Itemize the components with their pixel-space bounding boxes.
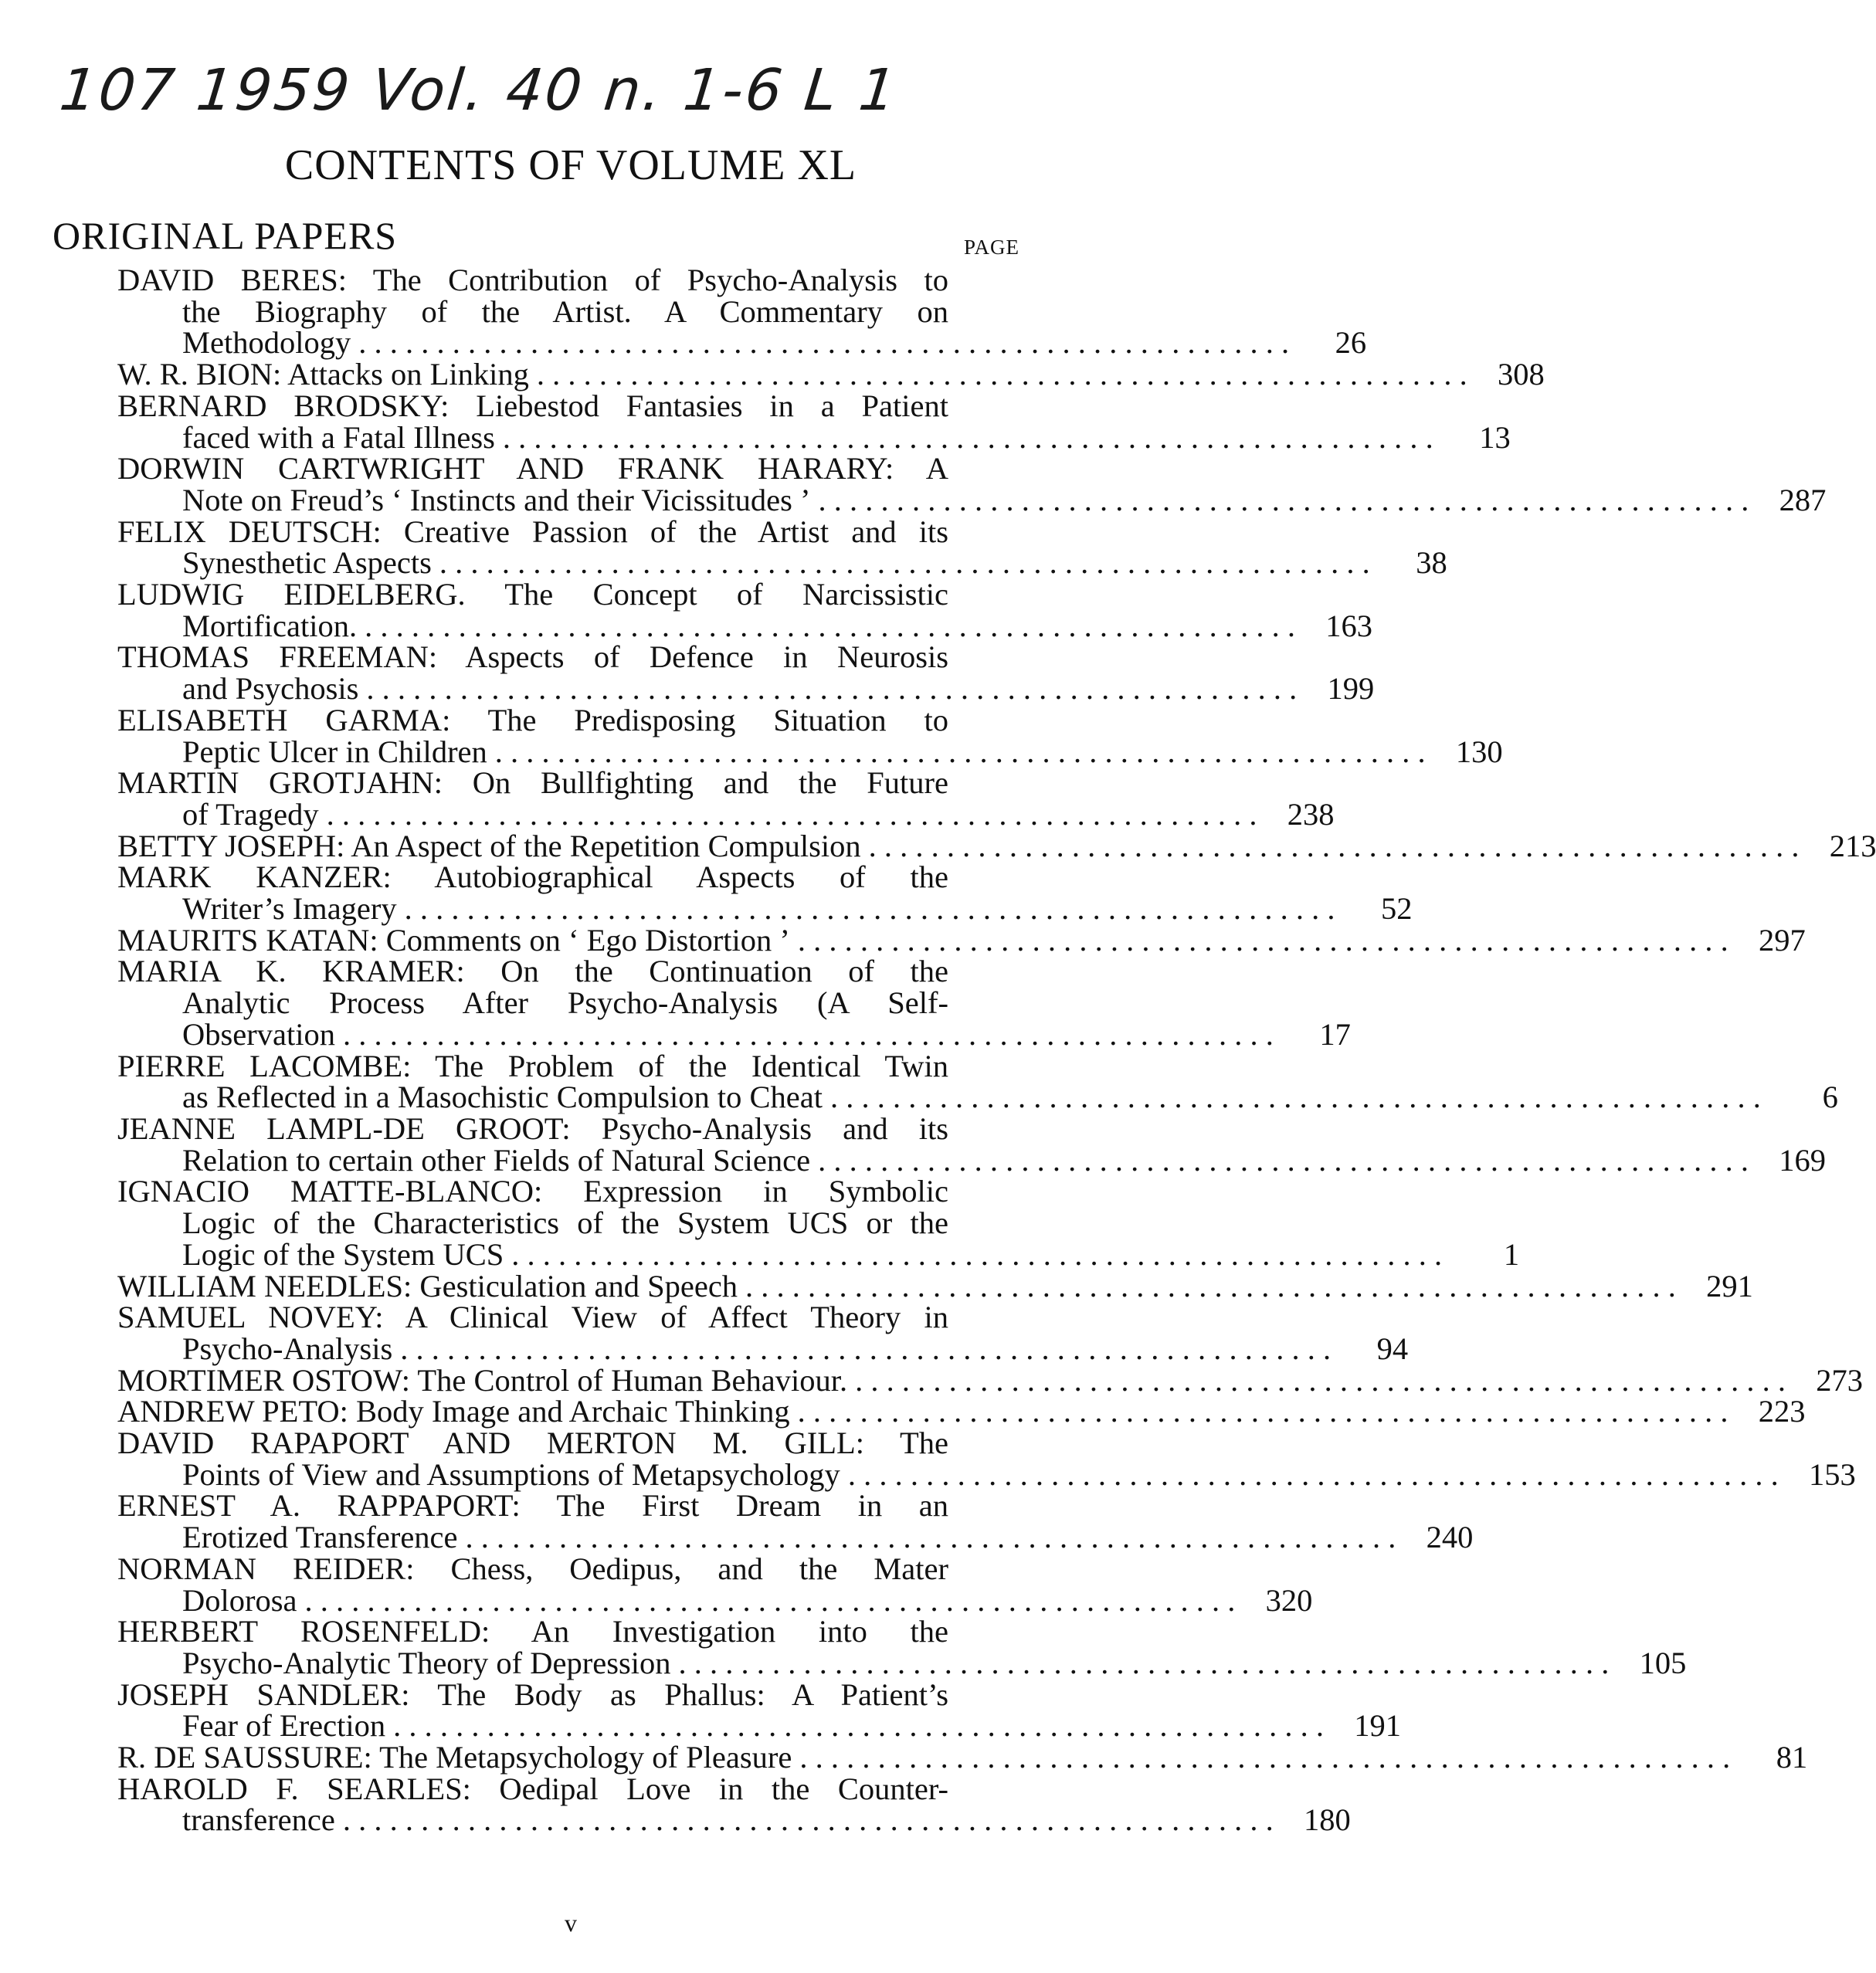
entry-title-text: Writer’s Imagery	[182, 891, 397, 927]
entry-title-text: Erotized Transference	[182, 1520, 458, 1555]
entry-first-line: JOSEPH SANDLER: The Body as Phallus: A Patient’s	[117, 1676, 948, 1712]
entry-title-text: BETTY JOSEPH: An Aspect of the Repetition Compulsion	[117, 828, 861, 863]
entry-page-number: 297	[1759, 922, 1806, 958]
dot-leader: . . . . . . . . . . . . . . . . . . . . . . . . . . . . . . . . . . . . . . . . . . . . . . . . . . . . . . . . . . . .	[404, 891, 1335, 927]
page-title: CONTENTS OF VOLUME XL	[284, 141, 857, 189]
dot-leader: . . . . . . . . . . . . . . . . . . . . . . . . . . . . . . . . . . . . . . . . . . . . . . . . . . . . . . . . . . . .	[465, 1520, 1396, 1555]
contents-entry	[117, 859, 1413, 927]
contents-entry	[117, 357, 1545, 392]
entry-title-text: W. R. BION: Attacks on Linking	[117, 357, 529, 392]
entry-title-line	[117, 545, 1447, 581]
entry-first-line: SAMUEL NOVEY: A Clinical View of Affect Theory in	[117, 1300, 948, 1335]
contents-entry	[117, 1771, 1351, 1838]
entry-title-line	[117, 796, 1335, 832]
dot-leader: . . . . . . . . . . . . . . . . . . . . . . . . . . . . . . . . . . . . . . . . . . . . . . . . . . . . . . . . . . . .	[400, 1331, 1332, 1366]
entry-page-number: 94	[1376, 1331, 1409, 1366]
entry-title-text: Mortification.	[182, 608, 358, 643]
entry-first-line: LUDWIG EIDELBERG. The Concept of Narcissistic	[117, 577, 948, 612]
entry-title-text: faced with a Fatal Illness	[182, 419, 495, 455]
entry-first-line: MARTIN GROTJAHN: On Bullfighting and the Future	[117, 765, 948, 801]
entry-continuation-line: the Biography of the Artist. A Commentary on	[182, 293, 948, 329]
contents-entry	[117, 1300, 1409, 1366]
contents-entry	[117, 1362, 1864, 1398]
entry-title-text: transference	[182, 1802, 335, 1838]
entry-title-line	[117, 734, 1503, 769]
contents-entry	[117, 451, 1827, 517]
dot-leader: . . . . . . . . . . . . . . . . . . . . . . . . . . . . . . . . . . . . . . . . . . . . . . . . . . . . . . . . . . . .	[502, 419, 1433, 455]
entry-page-number: 163	[1325, 608, 1372, 643]
entry-page-number: 320	[1265, 1582, 1313, 1618]
entry-page-number: 169	[1779, 1142, 1826, 1178]
contents-entry	[117, 263, 1367, 361]
dot-leader: . . . . . . . . . . . . . . . . . . . . . . . . . . . . . . . . . . . . . . . . . . . . . . . . . . . . . . . . . . . .	[799, 1740, 1731, 1775]
dot-leader: . . . . . . . . . . . . . . . . . . . . . . . . . . . . . . . . . . . . . . . . . . . . . . . . . . . . . . . . . . . .	[855, 1362, 1786, 1398]
entry-page-number: 1	[1503, 1236, 1520, 1272]
dot-leader: . . . . . . . . . . . . . . . . . . . . . . . . . . . . . . . . . . . . . . . . . . . . . . . . . . . . . . . . . . . .	[439, 545, 1370, 581]
dot-leader: . . . . . . . . . . . . . . . . . . . . . . . . . . . . . . . . . . . . . . . . . . . . . . . . . . . . . . . . . . . .	[366, 671, 1298, 707]
entry-first-line: DORWIN CARTWRIGHT AND FRANK HARARY: A	[117, 451, 948, 486]
contents-entry	[117, 1488, 1474, 1555]
entry-title-line	[117, 1520, 1474, 1555]
dot-leader: . . . . . . . . . . . . . . . . . . . . . . . . . . . . . . . . . . . . . . . . . . . . . . . . . . . . . . . . . . . .	[326, 796, 1257, 832]
dot-leader: . . . . . . . . . . . . . . . . . . . . . . . . . . . . . . . . . . . . . . . . . . . . . . . . . . . . . . . . . . . .	[868, 828, 1800, 863]
page-column-heading: PAGE	[963, 236, 1019, 259]
entry-title-text: Relation to certain other Fields of Natural Science	[182, 1142, 811, 1178]
entry-page-number: 38	[1416, 545, 1447, 581]
entry-page-number: 291	[1706, 1268, 1753, 1303]
entry-first-line: FELIX DEUTSCH: Creative Passion of the Artist and its	[117, 514, 948, 549]
entry-title-line	[117, 1394, 1806, 1429]
contents-entry	[117, 1174, 1520, 1272]
entry-first-line: IGNACIO MATTE-BLANCO: Expression in Symbolic	[117, 1174, 948, 1209]
entry-title-text: Peptic Ulcer in Children	[182, 734, 487, 769]
contents-entry	[117, 1048, 1838, 1115]
entry-title-line	[117, 419, 1511, 455]
entry-title-line	[117, 325, 1367, 361]
entry-page-number: 105	[1639, 1645, 1687, 1680]
entry-title-text: MAURITS KATAN: Comments on ‘ Ego Distortion ’	[117, 922, 790, 958]
entry-page-number: 13	[1479, 419, 1511, 455]
entry-title-text: Fear of Erection	[182, 1708, 386, 1744]
entry-title-text: Points of View and Assumptions of Metapsychology	[182, 1456, 840, 1492]
dot-leader: . . . . . . . . . . . . . . . . . . . . . . . . . . . . . . . . . . . . . . . . . . . . . . . . . . . . . . . . . . . .	[797, 1394, 1728, 1429]
entry-page-number: 130	[1455, 734, 1503, 769]
entry-page-number: 287	[1779, 482, 1827, 517]
dot-leader: . . . . . . . . . . . . . . . . . . . . . . . . . . . . . . . . . . . . . . . . . . . . . . . . . . . . . . . . . . . .	[829, 1080, 1761, 1115]
entry-page-number: 199	[1327, 671, 1375, 707]
contents-entry	[117, 639, 1375, 707]
entry-title-text: R. DE SAUSSURE: The Metapsychology of Pleasure	[117, 1740, 792, 1775]
contents-entry	[117, 1551, 1313, 1618]
entry-page-number: 240	[1426, 1520, 1474, 1555]
entry-first-line: DAVID BERES: The Contribution of Psycho-Analysis to	[117, 263, 948, 297]
entry-page-number: 180	[1303, 1802, 1351, 1838]
entry-continuation-line: Analytic Process After Psycho-Analysis (A Self-	[182, 985, 948, 1021]
contents-entry	[117, 1614, 1687, 1680]
entry-page-number: 223	[1758, 1394, 1806, 1429]
dot-leader: . . . . . . . . . . . . . . . . . . . . . . . . . . . . . . . . . . . . . . . . . . . . . . . . . . . . . . . . . . . .	[818, 482, 1749, 517]
entry-title-text: Logic of the System UCS	[182, 1236, 504, 1272]
page-number: v	[565, 1909, 577, 1937]
entry-page-number: 238	[1287, 796, 1335, 832]
entry-title-line	[117, 1740, 1808, 1775]
entry-title-line	[117, 1362, 1864, 1398]
entry-title-line	[117, 922, 1806, 958]
contents-entry	[117, 765, 1335, 832]
dot-leader: . . . . . . . . . . . . . . . . . . . . . . . . . . . . . . . . . . . . . . . . . . . . . . . . . . . . . . . . . . . .	[511, 1236, 1443, 1272]
dot-leader: . . . . . . . . . . . . . . . . . . . . . . . . . . . . . . . . . . . . . . . . . . . . . . . . . . . . . . . . . . . .	[494, 734, 1426, 769]
entry-title-text: Note on Freud’s ‘ Instincts and their Vicissitudes ’	[182, 482, 811, 517]
entry-title-line	[117, 1708, 1402, 1744]
entry-title-line	[117, 1236, 1520, 1272]
entry-title-line	[117, 1142, 1826, 1178]
contents-entry	[117, 514, 1447, 581]
entry-title-line	[117, 891, 1413, 927]
dot-leader: . . . . . . . . . . . . . . . . . . . . . . . . . . . . . . . . . . . . . . . . . . . . . . . . . . . . . . . . . . . .	[342, 1802, 1274, 1838]
dot-leader: . . . . . . . . . . . . . . . . . . . . . . . . . . . . . . . . . . . . . . . . . . . . . . . . . . . . . . . . . . . .	[818, 1142, 1749, 1178]
contents-entry	[117, 1426, 1856, 1492]
entry-title-text: Dolorosa	[182, 1582, 297, 1618]
entry-title-text: Psycho-Analysis	[182, 1331, 393, 1366]
entry-page-number: 308	[1498, 357, 1545, 392]
dot-leader: . . . . . . . . . . . . . . . . . . . . . . . . . . . . . . . . . . . . . . . . . . . . . . . . . . . . . . . . . . . .	[797, 922, 1728, 958]
contents-entry	[117, 1394, 1806, 1429]
entry-title-line	[117, 482, 1827, 517]
entry-title-text: and Psychosis	[182, 671, 359, 707]
entry-title-line	[117, 1331, 1409, 1366]
entry-first-line: BERNARD BRODSKY: Liebestod Fantasies in a Patient	[117, 388, 948, 423]
entry-title-line	[117, 1016, 1351, 1052]
entry-title-line	[117, 828, 1876, 863]
contents-entry	[117, 1268, 1753, 1303]
entry-title-text: Psycho-Analytic Theory of Depression	[182, 1645, 671, 1680]
entry-page-number: 191	[1354, 1708, 1402, 1744]
entry-first-line: PIERRE LACOMBE: The Problem of the Identical Twin	[117, 1048, 948, 1083]
entry-title-text: of Tragedy	[182, 796, 319, 832]
dot-leader: . . . . . . . . . . . . . . . . . . . . . . . . . . . . . . . . . . . . . . . . . . . . . . . . . . . . . . . . . . . .	[358, 325, 1290, 361]
entry-title-line	[117, 671, 1375, 707]
entry-page-number: 17	[1319, 1016, 1351, 1052]
entry-title-line	[117, 1582, 1313, 1618]
entry-title-text: ANDREW PETO: Body Image and Archaic Thinking	[117, 1394, 790, 1429]
entry-page-number: 26	[1335, 325, 1367, 361]
entry-title-line	[117, 608, 1372, 643]
handwritten-annotation: 107 1959 Vol. 40 n. 1-6 L 1	[56, 57, 902, 124]
dot-leader: . . . . . . . . . . . . . . . . . . . . . . . . . . . . . . . . . . . . . . . . . . . . . . . . . . . . . . . . . . . .	[536, 357, 1467, 392]
entry-title-text: Observation	[182, 1016, 335, 1052]
entry-first-line: JEANNE LAMPL-DE GROOT: Psycho-Analysis and its	[117, 1110, 948, 1146]
contents-entry	[117, 577, 1372, 643]
entry-title-line	[117, 357, 1545, 392]
entry-first-line: MARIA K. KRAMER: On the Continuation of the	[117, 954, 948, 989]
entry-first-line: NORMAN REIDER: Chess, Oedipus, and the Mater	[117, 1551, 948, 1586]
dot-leader: . . . . . . . . . . . . . . . . . . . . . . . . . . . . . . . . . . . . . . . . . . . . . . . . . . . . . . . . . . . .	[304, 1582, 1236, 1618]
contents-entry	[117, 828, 1876, 863]
dot-leader: . . . . . . . . . . . . . . . . . . . . . . . . . . . . . . . . . . . . . . . . . . . . . . . . . . . . . . . . . . . .	[678, 1645, 1610, 1680]
contents-entry	[117, 702, 1503, 769]
dot-leader: . . . . . . . . . . . . . . . . . . . . . . . . . . . . . . . . . . . . . . . . . . . . . . . . . . . . . . . . . . . .	[847, 1456, 1779, 1492]
section-heading: ORIGINAL PAPERS	[53, 214, 398, 257]
dot-leader: . . . . . . . . . . . . . . . . . . . . . . . . . . . . . . . . . . . . . . . . . . . . . . . . . . . . . . . . . . . .	[365, 608, 1295, 643]
entry-title-line	[117, 1802, 1351, 1838]
entry-title-line	[117, 1645, 1687, 1680]
contents-list	[117, 263, 1876, 1838]
entry-title-line	[117, 1268, 1753, 1303]
entry-title-text: Methodology	[182, 325, 351, 361]
dot-leader: . . . . . . . . . . . . . . . . . . . . . . . . . . . . . . . . . . . . . . . . . . . . . . . . . . . . . . . . . . . .	[745, 1268, 1676, 1303]
entry-page-number: 213	[1829, 828, 1876, 863]
contents-entry	[117, 1110, 1826, 1178]
entry-title-text: MORTIMER OSTOW: The Control of Human Behaviour.	[117, 1362, 848, 1398]
entry-first-line: MARK KANZER: Autobiographical Aspects of the	[117, 859, 948, 895]
entry-page-number: 52	[1381, 891, 1413, 927]
entry-title-text: as Reflected in a Masochistic Compulsion to Cheat	[182, 1080, 823, 1115]
entry-page-number: 153	[1808, 1456, 1856, 1492]
contents-entry	[117, 954, 1351, 1052]
entry-first-line: ELISABETH GARMA: The Predisposing Situation to	[117, 702, 948, 737]
contents-entry	[117, 388, 1511, 455]
entry-page-number: 81	[1776, 1740, 1808, 1775]
contents-entry	[117, 1740, 1808, 1775]
dot-leader: . . . . . . . . . . . . . . . . . . . . . . . . . . . . . . . . . . . . . . . . . . . . . . . . . . . . . . . . . . . .	[342, 1016, 1274, 1052]
entry-first-line: THOMAS FREEMAN: Aspects of Defence in Neurosis	[117, 639, 948, 675]
entry-title-text: WILLIAM NEEDLES: Gesticulation and Speech	[117, 1268, 738, 1303]
entry-first-line: HERBERT ROSENFELD: An Investigation into the	[117, 1614, 948, 1649]
entry-first-line: HAROLD F. SEARLES: Oedipal Love in the Counter-	[117, 1771, 948, 1806]
entry-continuation-line: Logic of the Characteristics of the System UCS or the	[182, 1205, 948, 1241]
entry-title-text: Synesthetic Aspects	[182, 545, 432, 581]
entry-page-number: 273	[1816, 1362, 1864, 1398]
entry-page-number: 6	[1822, 1080, 1838, 1115]
entry-first-line: DAVID RAPAPORT AND MERTON M. GILL: The	[117, 1426, 948, 1461]
contents-entry	[117, 922, 1806, 958]
entry-first-line: ERNEST A. RAPPAPORT: The First Dream in an	[117, 1488, 948, 1524]
entry-title-line	[117, 1080, 1838, 1115]
contents-entry	[117, 1676, 1402, 1744]
entry-title-line	[117, 1456, 1856, 1492]
dot-leader: . . . . . . . . . . . . . . . . . . . . . . . . . . . . . . . . . . . . . . . . . . . . . . . . . . . . . . . . . . . .	[393, 1708, 1325, 1744]
